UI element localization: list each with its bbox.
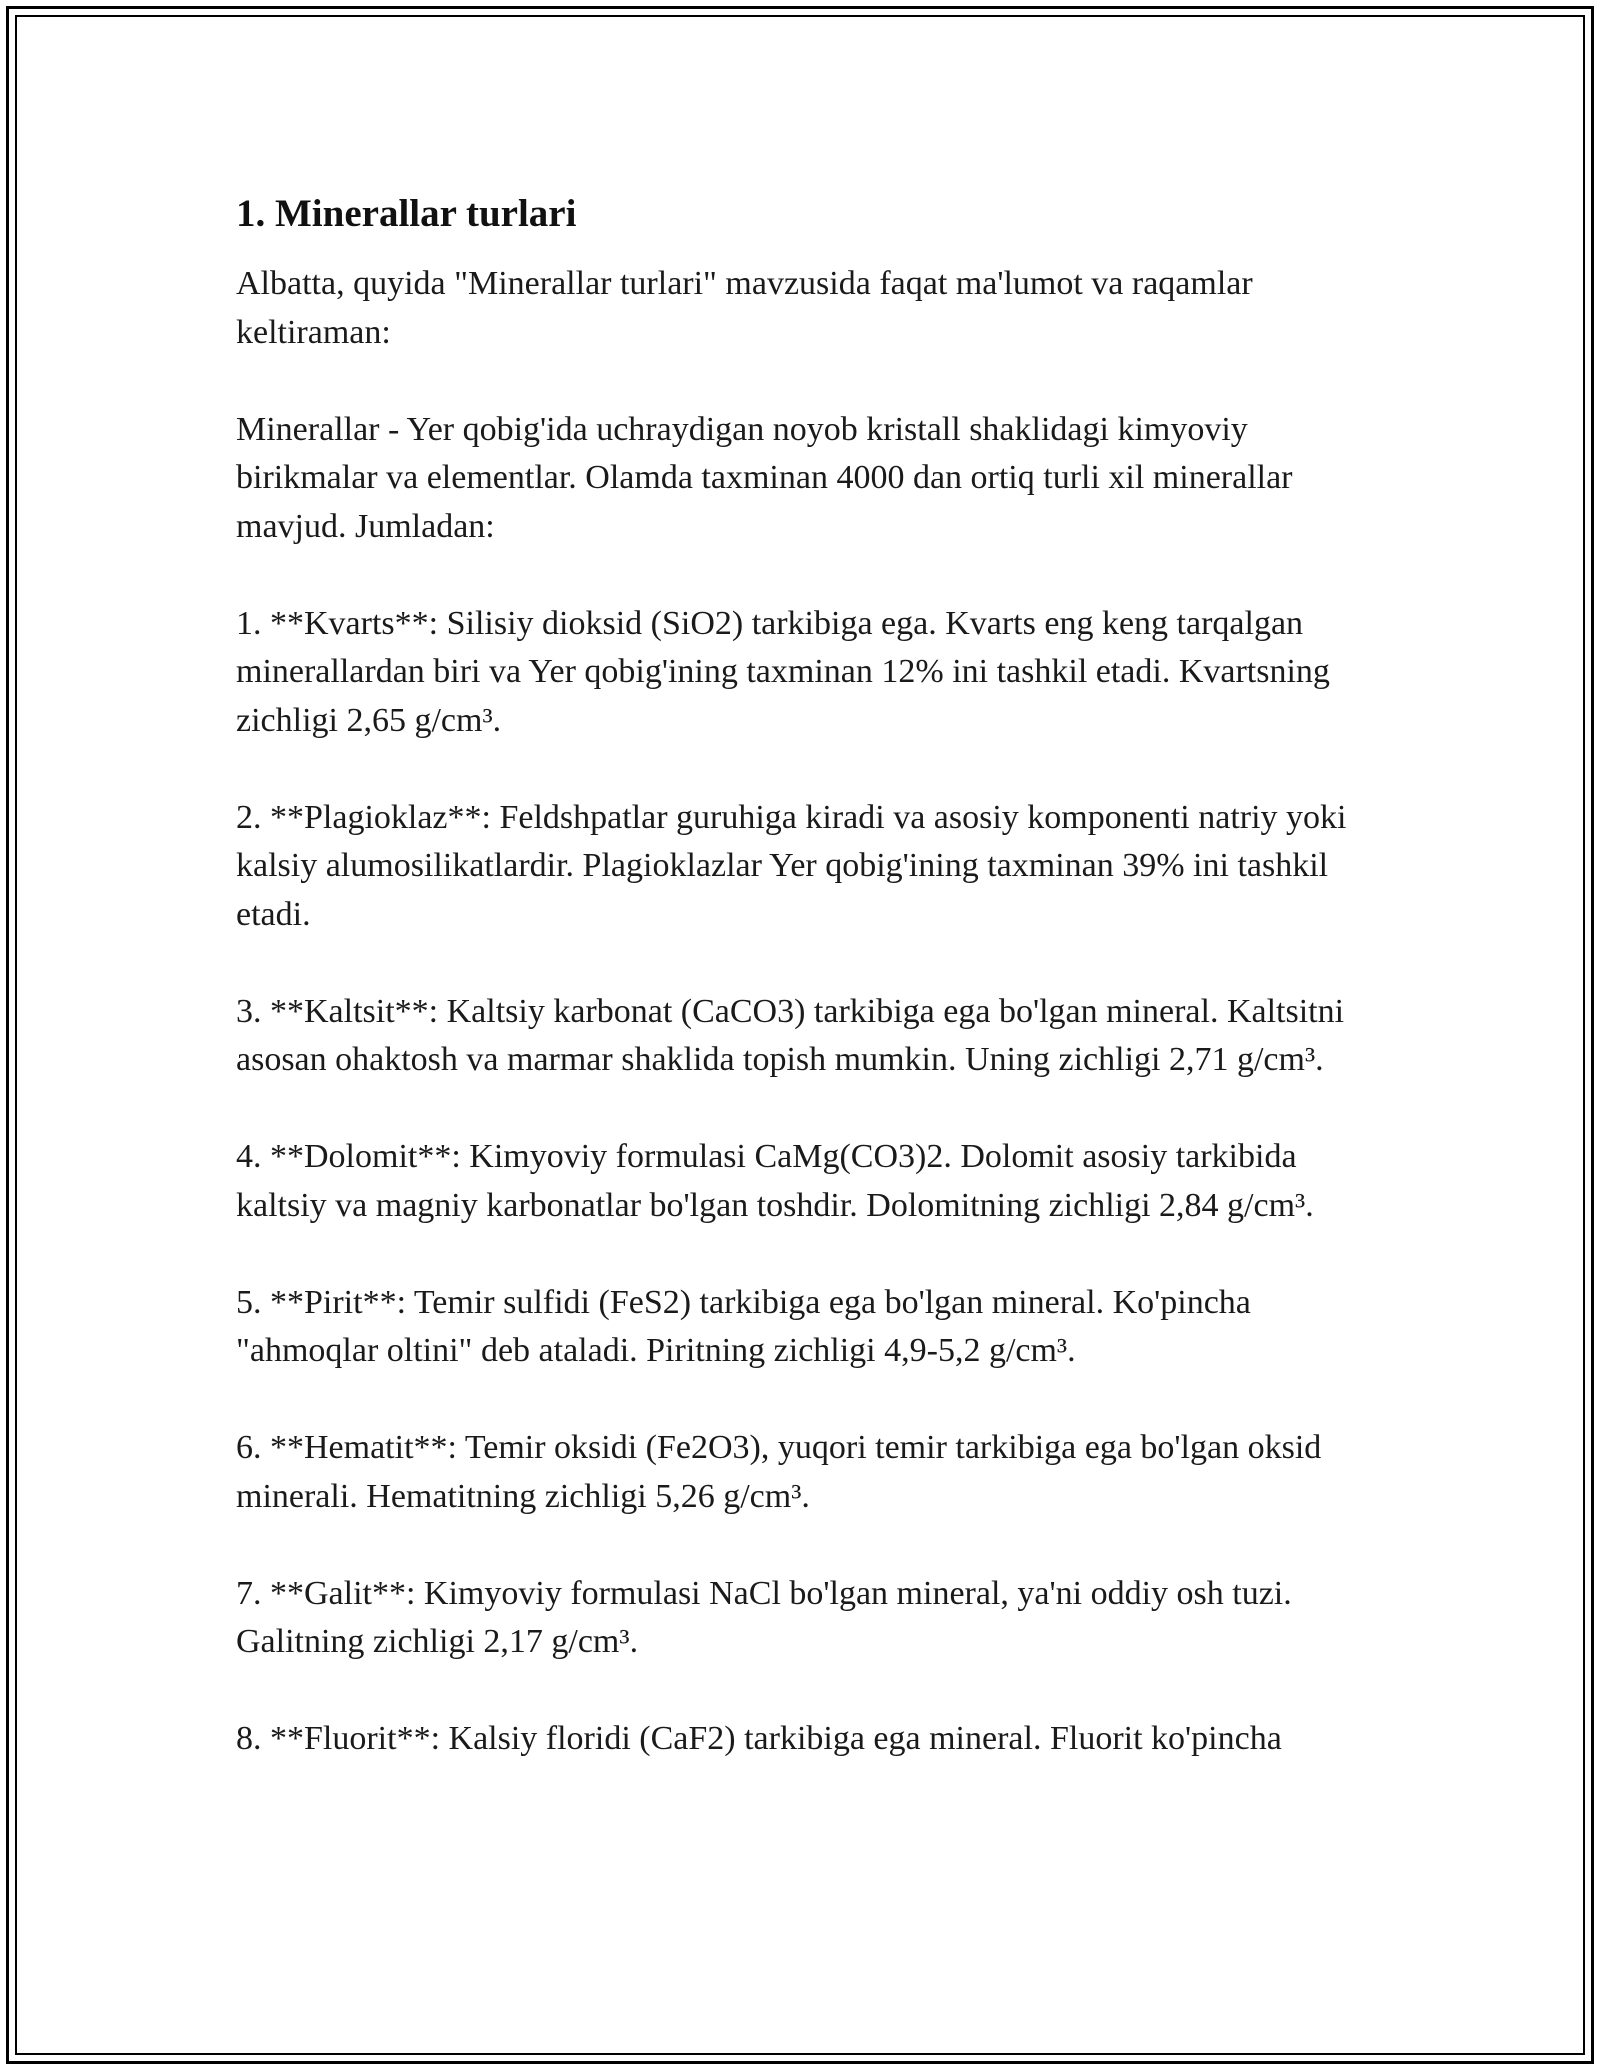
list-item-kvarts: 1. **Kvarts**: Silisiy dioksid (SiO2) tarkibiga ega. Kvarts eng keng tarqalgan minerallardan biri va Yer qobig'ining taxminan 12% ini tashkil etadi. Kvartsning zichligi 2,65 g/cm³. — [236, 604, 1330, 739]
list-item-kaltsit: 3. **Kaltsit**: Kaltsiy karbonat (CaCO3) tarkibiga ega bo'lgan mineral. Kaltsitni asosan ohaktosh va marmar shaklida topish mumkin. Uning zichligi 2,71 g/cm³. — [236, 992, 1345, 1078]
intro-paragraph: Albatta, quyida "Minerallar turlari" mavzusida faqat ma'lumot va raqamlar keltiraman: — [236, 265, 1253, 351]
document-body — [236, 190, 1366, 1764]
definition-paragraph: Minerallar - Yer qobig'ida uchraydigan noyob kristall shaklidagi kimyoviy birikmalar va elementlar. Olamda taxminan 4000 dan ortiq turli xil minerallar mavjud. Jumladan: — [236, 410, 1293, 545]
list-item-galit: 7. **Galit**: Kimyoviy formulasi NaCl bo'lgan mineral, ya'ni oddiy osh tuzi. Galitning zichligi 2,17 g/cm³. — [236, 1574, 1292, 1660]
list-item-fluorit: 8. **Fluorit**: Kalsiy floridi (CaF2) tarkibiga ega mineral. Fluorit ko'pincha — [236, 1720, 1282, 1757]
list-item-hematit: 6. **Hematit**: Temir oksidi (Fe2O3), yuqori temir tarkibiga ega bo'lgan oksid minerali. Hematitning zichligi 5,26 g/cm³. — [236, 1429, 1322, 1515]
list-item-dolomit: 4. **Dolomit**: Kimyoviy formulasi CaMg(CO3)2. Dolomit asosiy tarkibida kaltsiy va magniy karbonatlar bo'lgan toshdir. Dolomitning zichligi 2,84 g/cm³. — [236, 1138, 1314, 1224]
page-title: 1. Minerallar turlari — [236, 192, 577, 235]
list-item-pirit: 5. **Pirit**: Temir sulfidi (FeS2) tarkibiga ega bo'lgan mineral. Ko'pincha "ahmoqlar oltini" deb ataladi. Piritning zichligi 4,9-5,2 g/cm³. — [236, 1283, 1251, 1369]
list-item-plagioklaz: 2. **Plagioklaz**: Feldshpatlar guruhiga kiradi va asosiy komponenti natriy yoki kalsiy alumosilikatlardir. Plagioklazlar Yer qobig'ining taxminan 39% ini tashkil etadi. — [236, 798, 1347, 933]
